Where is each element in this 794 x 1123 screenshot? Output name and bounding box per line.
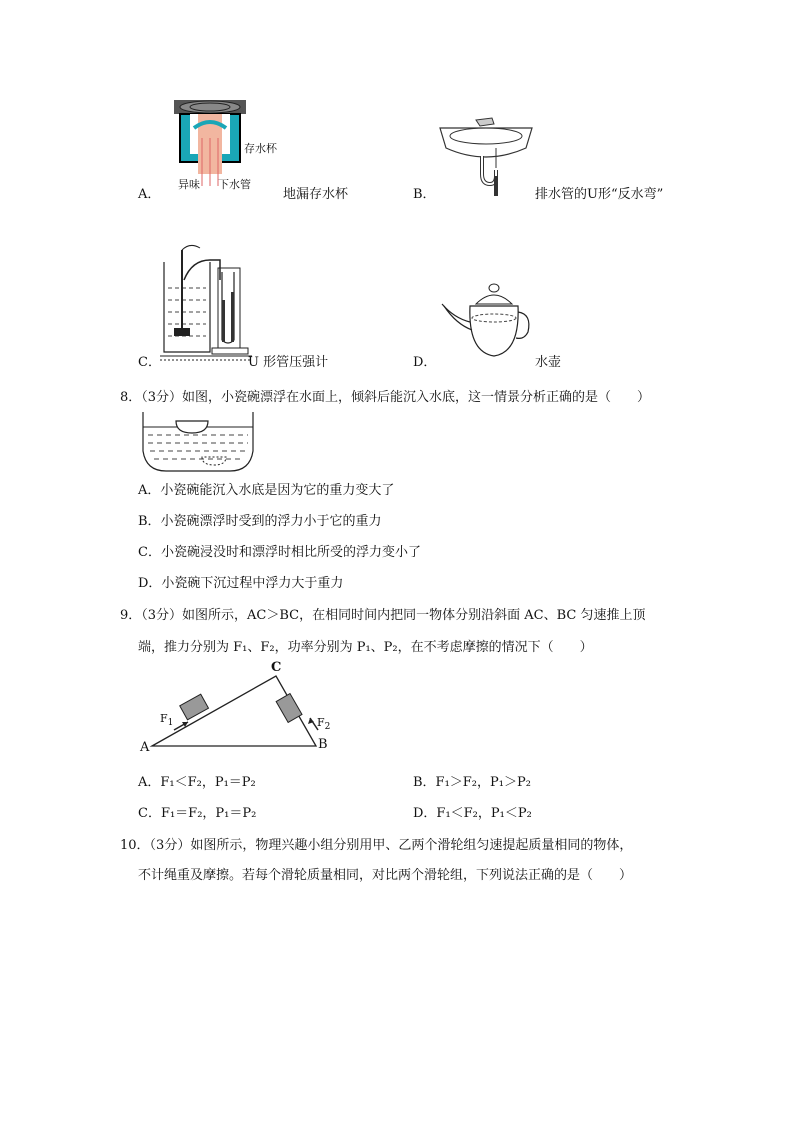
option-letter-c: C． xyxy=(138,355,161,370)
option-caption-a: 地漏存水杯 xyxy=(283,187,349,202)
q9-option-b: B．F₁＞F₂，P₁＞P₂ xyxy=(413,775,531,790)
q10-stem-line2: 不计绳重及摩擦。若每个滑轮质量相同，对比两个滑轮组，下列说法正确的是（ ） xyxy=(138,868,633,883)
option-letter-d: D． xyxy=(413,355,437,370)
q10-stem-line1: 10．（3分）如图所示，物理兴趣小组分别用甲、乙两个滑轮组匀速提起质量相同的物体， xyxy=(120,838,633,853)
fig-label-f2: $F_2$ xyxy=(317,716,331,732)
fig-label-pipe: 下水管 xyxy=(218,178,251,191)
option-letter-a: A． xyxy=(138,187,161,202)
option-caption-b: 排水管的U形“反水弯” xyxy=(535,187,664,202)
q9-option-a: A．F₁＜F₂，P₁＝P₂ xyxy=(138,775,256,790)
q9-option-d: D．F₁＜F₂，P₁＜P₂ xyxy=(413,806,532,821)
q8-option-d: D．小瓷碗下沉过程中浮力大于重力 xyxy=(138,576,344,591)
figure-teapot xyxy=(438,282,534,360)
figure-bowl-in-water xyxy=(142,411,254,473)
fig-label-a: A xyxy=(140,740,150,755)
q8-stem: 8．（3分）如图，小瓷碗漂浮在水面上，倾斜后能沉入水底，这一情景分析正确的是（ ） xyxy=(120,390,651,405)
figure-inclined-planes xyxy=(136,660,336,755)
fig-label-c: C xyxy=(271,660,282,675)
fig-label-smell: 异味 xyxy=(178,178,200,191)
option-caption-c: U 形管压强计 xyxy=(248,355,329,370)
q8-option-c: C．小瓷碗浸没时和漂浮时相比所受的浮力变小了 xyxy=(138,545,421,560)
q9-stem-line2: 端，推力分别为 F₁、F₂，功率分别为 P₁、P₂，在不考虑摩擦的情况下（ ） xyxy=(138,640,593,655)
figure-u-tube-manometer xyxy=(160,240,252,362)
q9-option-c: C．F₁＝F₂，P₁＝P₂ xyxy=(138,806,257,821)
fig-label-f1: $F_1$ xyxy=(160,712,174,728)
option-letter-b: B． xyxy=(413,187,436,202)
fig-label-b: B xyxy=(318,737,328,752)
q8-option-a: A．小瓷碗能沉入水底是因为它的重力变大了 xyxy=(138,483,395,498)
fig-label-cup: 存水杯 xyxy=(244,142,277,155)
figure-sink-u-trap xyxy=(436,108,536,200)
q9-stem-line1: 9．（3分）如图所示，AC＞BC，在相同时间内把同一物体分别沿斜面 AC、BC 匀速推上顶 xyxy=(120,608,646,623)
q8-option-b: B．小瓷碗漂浮时受到的浮力小于它的重力 xyxy=(138,514,382,529)
option-caption-d: 水壶 xyxy=(535,355,562,370)
